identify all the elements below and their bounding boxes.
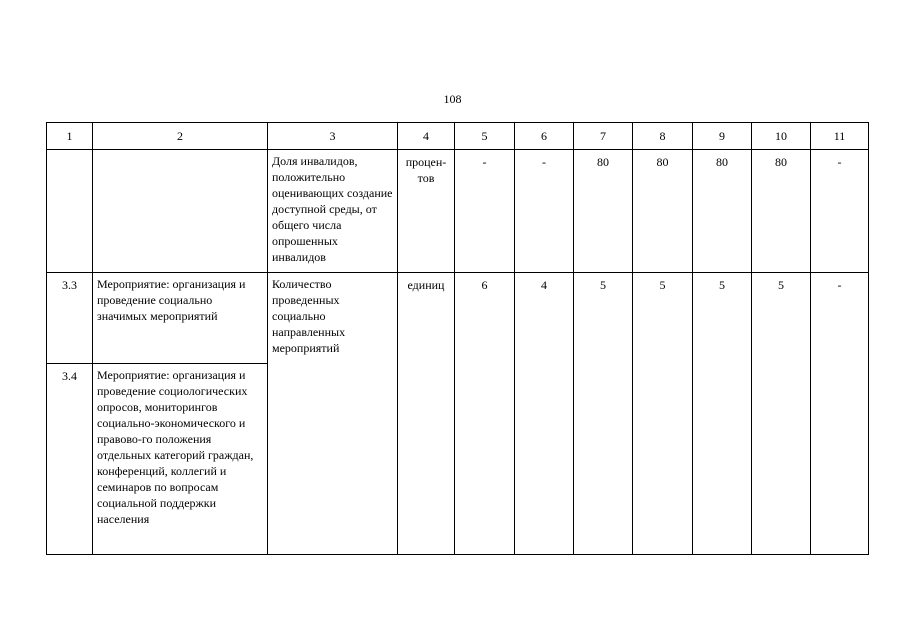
header-cell: 3 (268, 123, 398, 150)
header-cell: 10 (752, 123, 811, 150)
value-cell: 5 (693, 273, 752, 555)
indicator-cell: Количество проведенных социально направленных мероприятий (268, 273, 398, 555)
event-cell: Мероприятие: организация и проведение социологических опросов, мониторингов социально-экономического и правово-го положения отдельных категорий граждан, конференций, коллегий и семинаров по вопросам социальной поддержки населения (93, 364, 268, 555)
value-cell: 5 (574, 273, 633, 555)
event-cell: Мероприятие: организация и проведение социально значимых мероприятий (93, 273, 268, 364)
page-number: 108 (443, 92, 462, 106)
unit-cell: единиц (398, 273, 455, 555)
header-cell: 7 (574, 123, 633, 150)
header-cell: 1 (47, 123, 93, 150)
value-cell: - (455, 150, 515, 273)
value-cell: 4 (515, 273, 574, 555)
value-cell: 80 (633, 150, 693, 273)
value-cell: 80 (574, 150, 633, 273)
row-number-cell: 3.3 (47, 273, 93, 364)
row-number-cell (47, 150, 93, 273)
value-cell: 6 (455, 273, 515, 555)
header-cell: 8 (633, 123, 693, 150)
header-cell: 9 (693, 123, 752, 150)
header-cell: 5 (455, 123, 515, 150)
value-cell: - (811, 150, 869, 273)
table-row (47, 273, 869, 364)
header-cell: 2 (93, 123, 268, 150)
value-cell: 5 (633, 273, 693, 555)
indicator-table (46, 122, 869, 555)
event-cell (93, 150, 268, 273)
value-cell: 80 (693, 150, 752, 273)
row-number-cell: 3.4 (47, 364, 93, 555)
value-cell: 80 (752, 150, 811, 273)
header-cell: 6 (515, 123, 574, 150)
table-row (47, 150, 869, 273)
value-cell: - (515, 150, 574, 273)
value-cell: 5 (752, 273, 811, 555)
value-cell: - (811, 273, 869, 555)
table-header-row (47, 123, 869, 150)
header-cell: 11 (811, 123, 869, 150)
header-cell: 4 (398, 123, 455, 150)
indicator-cell: Доля инвалидов, положительно оценивающих создание доступной среды, от общего числа опрошенных инвалидов (268, 150, 398, 273)
unit-cell: процен-тов (398, 150, 455, 273)
